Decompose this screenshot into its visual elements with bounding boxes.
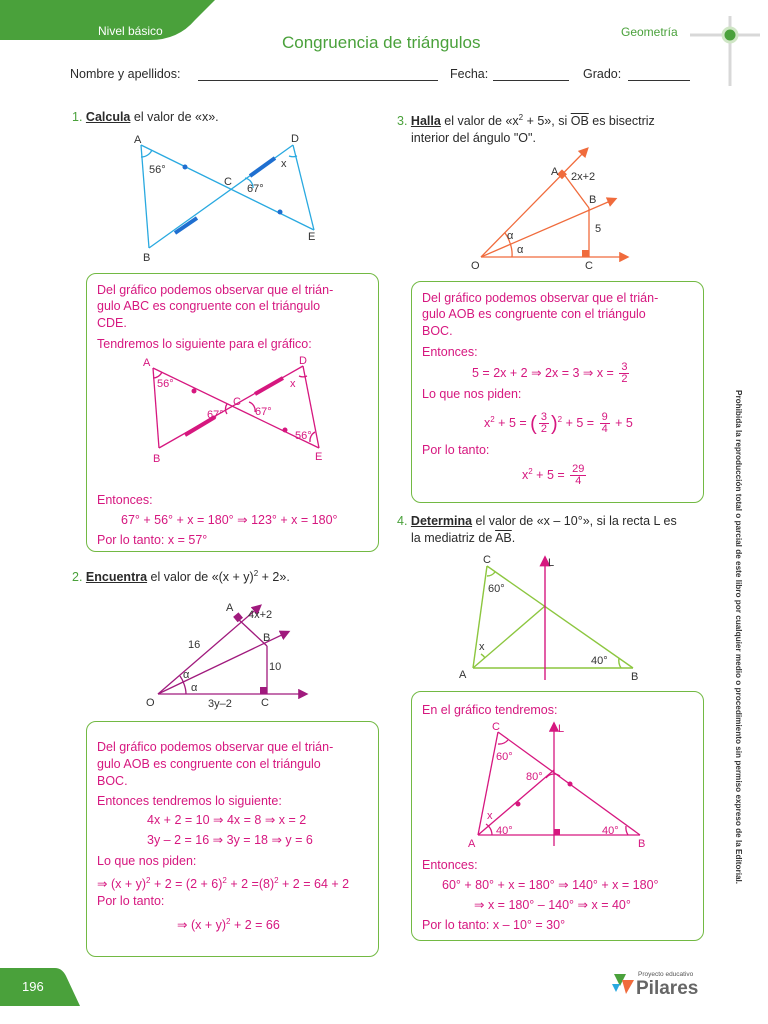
q4-angle-60: 60°: [488, 583, 505, 595]
q3-text-c: es bisectriz: [588, 114, 655, 129]
q3-side-2x: 2x+2: [571, 171, 596, 183]
q4-line2-ab: $\overline{AB}$: [495, 531, 512, 545]
q3-sol-frac2-den: 2: [540, 423, 547, 436]
brand-subtitle: Proyecto educativo: [638, 971, 694, 978]
q2-label-C: C: [261, 697, 269, 709]
q3-solution-box: [411, 281, 704, 503]
q1-sol-angle-56a: 56°: [157, 378, 174, 390]
q2-sol-line10: [177, 914, 280, 933]
date-label: Fecha:: [450, 67, 489, 81]
q3-text-ob: $\overline{OB}$: [570, 114, 589, 129]
q2-sol-sq4: 2: [226, 917, 231, 926]
q2-sol-line1: Del gráfico podemos observar que el trián-: [97, 740, 334, 754]
q1-verb: Calcula: [85, 110, 131, 124]
q3-sol-line6: Lo que nos piden:: [422, 387, 522, 401]
q1-sol-angle-67r: 67°: [255, 406, 272, 418]
q1-label-B: B: [143, 252, 151, 264]
q3-sol-frac-29-4: [570, 464, 586, 487]
name-label: Nombre y apellidos:: [70, 67, 181, 81]
q2-label-B: B: [263, 632, 271, 644]
q3-line2: interior del ángulo "O".: [411, 131, 536, 146]
q3-sol-frac4-den: 4: [575, 475, 582, 488]
q3-alpha-1: α: [507, 230, 514, 242]
q3-text-a: el valor de «x: [444, 114, 519, 129]
q4-verb: Determina: [410, 514, 473, 528]
q3-verb: Halla: [410, 114, 441, 129]
q1-sol-label-C: C: [233, 396, 241, 408]
q1-label-C: C: [224, 176, 232, 188]
q4-sol-label-B: B: [638, 838, 646, 850]
q1-sol-label-E: E: [315, 451, 323, 463]
q3-line1: [397, 109, 705, 130]
q1-sol-line7: Por lo tanto: x = 57°: [97, 533, 208, 547]
q1-sol-line5: Entonces:: [97, 493, 153, 507]
q2-sol-line10-b: + 2 = 66: [230, 918, 280, 933]
date-field[interactable]: [493, 80, 569, 81]
q4-angle-x: x: [479, 641, 485, 653]
q2-sol-line7: Lo que nos piden:: [97, 854, 197, 868]
q2-alpha-2: α: [191, 682, 198, 694]
q4-figure: [455, 552, 645, 682]
q3-alpha-2: α: [517, 244, 524, 256]
q1-sol-line4: Tendremos lo siguiente para el gráfico:: [97, 337, 312, 351]
q4-sol-angle-40r: 40°: [602, 825, 619, 837]
q4-sol-figure: [462, 718, 662, 853]
q3-label-B: B: [589, 194, 597, 206]
q2-statement: [72, 565, 290, 586]
q2-text-sup: 2: [253, 569, 259, 578]
q3-sol-line5-text: 5 = 2x + 2 ⇒ 2x = 3 ⇒ x =: [472, 365, 614, 380]
q3-sol-line7-d: + 5: [611, 416, 633, 431]
q2-label-A: A: [226, 602, 234, 614]
copyright-notice: [729, 390, 745, 950]
q3-sol-frac3-den: 4: [601, 423, 608, 436]
q2-side-10: 10: [269, 661, 282, 673]
q4-sol-label-A: A: [468, 838, 476, 850]
q3-sol-frac-num: 3: [621, 361, 628, 373]
q4-solution-box: [411, 691, 704, 941]
q3-sol-frac-9-4: [600, 412, 610, 435]
q3-sol-frac-3-2b: [539, 412, 549, 435]
q1-figure: [125, 130, 325, 265]
q3-side-5: 5: [595, 223, 602, 235]
q3-sol-line9: [522, 464, 588, 487]
grade-label: Grado:: [583, 67, 622, 81]
q2-side-4x: 4x+2: [248, 609, 273, 621]
q2-figure: [140, 598, 320, 713]
q2-sol-line8: [97, 873, 349, 892]
q3-sol-line7-a: x: [484, 416, 491, 431]
subject-label: Geometría: [621, 25, 678, 39]
q3-text-sup: 2: [518, 113, 524, 122]
q4-line1: [397, 513, 705, 530]
q4-label-L: L: [548, 557, 555, 569]
q3-sol-line1: Del gráfico podemos observar que el trián-: [422, 291, 659, 305]
q3-sol-paren-open: (: [530, 412, 537, 435]
grade-field[interactable]: [628, 80, 690, 81]
q2-sol-line2: gulo AOB es congruente con el triángulo: [97, 757, 321, 771]
q2-sol-line10-a: ⇒ (x + y): [177, 918, 227, 933]
q2-sol-line8-c: + 2 =(8): [226, 877, 275, 892]
q4-sol-line2: Entonces:: [422, 858, 478, 872]
q2-sol-sq2: 2: [222, 876, 227, 885]
q4-label-B: B: [631, 671, 639, 682]
q2-text-b: + 2».: [258, 570, 290, 585]
q4-sol-line3: 60° + 80° + x = 180° ⇒ 140° + x = 180°: [442, 878, 659, 892]
q2-sol-sq1: 2: [146, 876, 151, 885]
q1-sol-angle-x: x: [290, 378, 296, 390]
q3-sol-line4: Entonces:: [422, 345, 478, 359]
q1-angle-x: x: [281, 158, 287, 170]
q2-sol-line4: Entonces tendremos lo siguiente:: [97, 794, 282, 808]
q3-sol-frac4-num: 29: [572, 463, 585, 476]
q1-number: 1.: [72, 110, 83, 124]
q4-sol-angle-x: x: [487, 810, 493, 822]
q3-sol-frac3-num: 9: [601, 411, 608, 424]
q1-angle-56: 56°: [149, 164, 166, 176]
q1-text: el valor de «x».: [133, 110, 219, 124]
q2-sol-line5: 4x + 2 = 10 ⇒ 4x = 8 ⇒ x = 2: [147, 813, 307, 827]
q1-sol-line6: 67° + 56° + x = 180° ⇒ 123° + x = 180°: [121, 513, 338, 527]
q4-statement: [397, 513, 705, 547]
q3-number: 3.: [397, 114, 408, 129]
q3-label-O: O: [471, 260, 480, 272]
corner-ornament: [690, 16, 760, 86]
q2-sol-line9: Por lo tanto:: [97, 894, 165, 908]
q3-sol-sq3: 2: [528, 467, 533, 476]
q3-label-A: A: [551, 166, 559, 178]
q3-sol-sq1: 2: [490, 415, 495, 424]
q2-label-O: O: [146, 697, 155, 709]
q2-solution-box: [86, 721, 379, 957]
brand-name: Pilares: [636, 978, 699, 999]
q2-sol-line8-d: + 2 = 64 + 2: [278, 877, 350, 892]
q1-solution-box: [86, 273, 379, 552]
brand-logo-icon: [610, 970, 636, 999]
q3-figure: [465, 145, 640, 273]
q3-sol-frac2-num: 3: [540, 411, 547, 424]
q1-sol-line2: gulo ABC es congruente con el triángulo: [97, 299, 321, 313]
q1-sol-angle-56b: 56°: [295, 430, 312, 442]
q2-number: 2.: [72, 570, 83, 585]
q3-sol-frac-3-2: [619, 362, 629, 385]
q3-sol-line3: BOC.: [422, 324, 453, 338]
page-title: Congruencia de triángulos: [282, 33, 481, 52]
q1-sol-line3: CDE.: [97, 316, 127, 330]
q4-angle-40: 40°: [591, 655, 608, 667]
q3-label-C: C: [585, 260, 593, 272]
q1-label-E: E: [308, 231, 316, 243]
q2-text-a: el valor de «(x + y): [150, 570, 254, 585]
q2-side-3y: 3y–2: [208, 698, 232, 710]
q4-line2: [397, 530, 705, 547]
q3-sol-line8: Por lo tanto:: [422, 443, 490, 457]
q2-alpha-1: α: [183, 669, 190, 681]
q3-sol-line9-a: x: [522, 468, 529, 483]
q3-sol-line2: gulo AOB es congruente con el triángulo: [422, 307, 646, 321]
level-label: Nivel básico: [98, 24, 163, 38]
name-field[interactable]: [198, 80, 438, 81]
q1-sol-figure: [137, 354, 337, 464]
q3-text-b: + 5», si: [523, 114, 571, 129]
q1-label-D: D: [291, 133, 299, 145]
q3-sol-line7: [484, 412, 633, 435]
q3-sol-frac-den: 2: [621, 373, 628, 385]
q3-sol-line7-b: + 5 =: [494, 416, 527, 431]
q4-sol-angle-80: 80°: [526, 771, 543, 783]
q4-label-C: C: [483, 554, 491, 566]
q2-verb: Encuentra: [85, 570, 148, 585]
q4-sol-label-C: C: [492, 721, 500, 733]
page-number: 196: [22, 979, 44, 994]
copyright-notice-text: Prohibida la reproducción total o parcial de este libro por cualquier medio o procedimiento sin permiso expreso de la Editorial.: [734, 390, 743, 885]
q4-sol-line5: Por lo tanto: x – 10° = 30°: [422, 918, 566, 932]
q4-sol-line1: En el gráfico tendremos:: [422, 703, 558, 717]
q3-sol-line7-c: + 5 =: [562, 416, 595, 431]
q2-sol-sq3: 2: [274, 876, 279, 885]
q2-sol-line3: BOC.: [97, 774, 128, 788]
q1-label-A: A: [134, 134, 142, 146]
q4-sol-label-L: L: [558, 723, 565, 735]
q2-sol-line8-b: + 2 = (2 + 6): [150, 877, 223, 892]
q4-line2-a: la mediatriz de: [411, 531, 496, 545]
q1-sol-label-A: A: [143, 357, 151, 369]
q4-label-A: A: [459, 669, 467, 681]
q1-sol-line1: Del gráfico podemos observar que el trián-: [97, 283, 334, 297]
q4-sol-line4: ⇒ x = 180° – 140° ⇒ x = 40°: [474, 898, 631, 912]
q3-sol-line5: [472, 362, 631, 385]
q4-line2-b: .: [511, 531, 516, 545]
q4-sol-angle-40l: 40°: [496, 825, 513, 837]
q3-sol-line9-b: + 5 =: [532, 468, 565, 483]
q2-sol-line8-a: ⇒ (x + y): [97, 877, 147, 892]
q4-text: el valor de «x – 10°», si la recta L es: [475, 514, 677, 528]
q4-number: 4.: [397, 514, 408, 528]
q4-sol-angle-60: 60°: [496, 751, 513, 763]
q3-sol-paren-close: ): [550, 412, 558, 435]
q1-sol-label-D: D: [299, 355, 307, 367]
q2-side-16: 16: [188, 639, 201, 651]
q1-sol-label-B: B: [153, 453, 161, 464]
q3-statement: [397, 109, 705, 147]
q1-statement: [72, 109, 219, 126]
q1-sol-angle-67l: 67°: [207, 409, 224, 421]
q1-angle-67: 67°: [247, 183, 264, 195]
q2-sol-line6: 3y – 2 = 16 ⇒ 3y = 18 ⇒ y = 6: [147, 833, 313, 847]
q3-sol-sq2: 2: [557, 415, 563, 424]
